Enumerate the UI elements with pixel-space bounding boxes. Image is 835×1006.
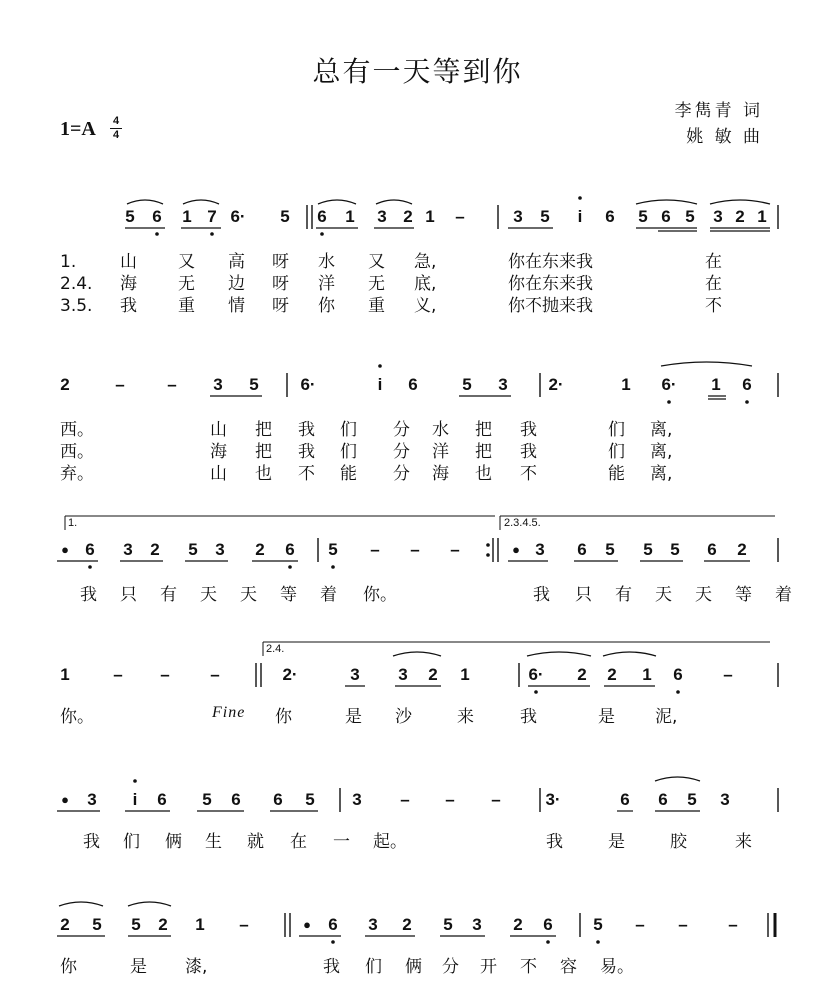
lyric: 着 [320,585,337,605]
note: – [455,207,465,226]
note: – [450,540,460,559]
lyric: 俩 [165,832,182,852]
lyric: 义, [414,296,437,316]
note: – [370,540,380,559]
octave-dot [676,690,680,694]
note: ● [61,542,69,557]
time-signature-bottom: 4 [112,129,120,141]
lyric: 一 [333,832,350,852]
note: 6· [528,665,544,684]
lyric: 们 [608,442,625,462]
lyric: 你 [60,957,77,977]
octave-dot [578,196,582,200]
note: 1 [345,207,355,226]
note: 5 [643,540,653,559]
lyric: 离, [650,442,673,462]
lyric: 是 [130,957,147,977]
note: 5 [605,540,615,559]
lyric: 在 [705,274,722,294]
slur [59,902,103,906]
lyric: 洋 [432,442,449,462]
note: – [635,915,645,934]
note: 3 [513,207,523,226]
note: 3 [215,540,225,559]
lyric: 是 [345,707,362,727]
lyric: 你。 [60,707,94,727]
note: 5 [305,790,315,809]
lyric: 把 [255,442,272,462]
note: 2 [158,915,168,934]
lyric: 沙 [395,707,412,727]
note: 5 [249,375,259,394]
note: 5 [687,790,697,809]
lyric: 你 [275,707,292,727]
lyric: 着 [775,585,792,605]
note: – [410,540,420,559]
note: 2 [403,207,413,226]
note: 1 [182,207,192,226]
octave-dot [378,364,382,368]
lyric: 泥, [655,707,678,727]
lyric: 不 [520,464,537,484]
lyric: 在 [705,252,722,272]
note: – [728,915,738,934]
lyric: 天 [655,585,672,605]
key-signature: 1=A [60,118,96,140]
lyric: 我 [520,442,537,462]
lyric: 呀 [272,274,289,294]
octave-dot [667,400,671,404]
lyric: 你。 [363,585,397,605]
lyric: 就 [247,832,264,852]
note: 6· [661,375,677,394]
lyric: 山 [120,252,137,272]
lyric: 海 [120,274,137,294]
lyric: 们 [608,420,625,440]
lyric: 天 [240,585,257,605]
lyric: 离, [650,420,673,440]
lyric: 们 [340,442,357,462]
lyric: 又 [368,252,385,272]
octave-dot [210,232,214,236]
note: 5 [638,207,648,226]
lyric: 分 [442,957,459,977]
lyric: 不 [298,464,315,484]
lyric: 容 [560,957,577,977]
lyric: 天 [200,585,217,605]
note: – [167,375,177,394]
lyric: 海 [432,464,449,484]
lyric: 我 [546,832,563,852]
note: 6 [605,207,615,226]
lyric: 你在东来我 [508,274,593,294]
note: 5 [462,375,472,394]
volta-label: 2.4. [266,643,285,655]
slur [527,652,591,656]
lyric: 有 [160,585,177,605]
note: 6· [300,375,316,394]
lyric: 我 [298,420,315,440]
note: 3 [350,665,360,684]
octave-dot [331,940,335,944]
lyric: 俩 [405,957,422,977]
note: – [113,665,123,684]
note: 1 [621,375,631,394]
lyric: 能 [340,464,357,484]
note: 6 [661,207,671,226]
lyric: 是 [608,832,625,852]
song-title: 总有一天等到你 [312,55,523,88]
note: 5 [202,790,212,809]
note: 2 [255,540,265,559]
note: – [160,665,170,684]
note: i [132,790,138,809]
note: 3 [398,665,408,684]
note: 3 [213,375,223,394]
note: 2 [428,665,438,684]
note: 2 [60,915,70,934]
lyric: 漆, [185,957,208,977]
note: 1 [757,207,767,226]
composer-credit: 姚 敏 曲 [686,127,763,147]
lyric: 又 [178,252,195,272]
lyric: 山 [210,420,227,440]
octave-dot [320,232,324,236]
lyric: 等 [735,585,752,605]
note: 2· [548,375,564,394]
note: 5 [443,915,453,934]
lyric: 我 [520,707,537,727]
octave-dot [331,565,335,569]
lyric: 有 [615,585,632,605]
octave-dot [88,565,92,569]
note: 5 [125,207,135,226]
octave-dot [534,690,538,694]
octave-dot [155,232,159,236]
lyric: 我 [120,296,137,316]
slur [183,200,219,204]
lyric: 西。 [60,442,94,462]
lyric: 2.4. [60,274,93,294]
lyric: 你在东来我 [508,252,593,272]
volta-label: 2.3.4.5. [504,517,541,529]
note: 6 [408,375,418,394]
lyric: 们 [365,957,382,977]
lyric: 只 [120,585,137,605]
note: ● [512,542,520,557]
note: 2 [735,207,745,226]
slur [393,652,441,656]
note: – [491,790,501,809]
note: 3 [87,790,97,809]
note: 5 [670,540,680,559]
slur [710,200,770,204]
note: 3 [352,790,362,809]
lyric: 我 [323,957,340,977]
lyric: 我 [80,585,97,605]
note: – [445,790,455,809]
time-signature-top: 4 [112,115,120,127]
octave-dot [486,543,490,547]
note: – [239,915,249,934]
lyric: 不 [520,957,537,977]
lyric: 是 [598,707,615,727]
note: 6 [273,790,283,809]
lyric: 也 [255,464,272,484]
note: 1 [642,665,652,684]
slur [603,652,656,656]
lyric: 我 [520,420,537,440]
note: 6 [577,540,587,559]
lyric: 重 [178,296,195,316]
slur [127,200,163,204]
note: 2 [60,375,70,394]
note: – [400,790,410,809]
lyric: 呀 [272,252,289,272]
note: 5 [92,915,102,934]
lyric: 把 [255,420,272,440]
lyric: 洋 [318,274,335,294]
lyric: 分 [393,420,410,440]
note: 6 [543,915,553,934]
lyric: 水 [318,252,335,272]
lyric: 来 [735,832,752,852]
note: 6 [328,915,338,934]
note: – [210,665,220,684]
octave-dot [546,940,550,944]
lyric: 呀 [272,296,289,316]
note: 5 [540,207,550,226]
note: 5 [188,540,198,559]
lyric: 3.5. [60,296,93,316]
note: 3 [535,540,545,559]
note: 2 [513,915,523,934]
lyric: 你不抛来我 [508,296,593,316]
lyric: 只 [575,585,592,605]
lyric: 也 [475,464,492,484]
lyric: 把 [475,442,492,462]
note: 6 [673,665,683,684]
octave-dot [596,940,600,944]
note: 5 [280,207,290,226]
fine-marker: Fine [212,704,246,721]
note: – [723,665,733,684]
lyric: 我 [298,442,315,462]
octave-dot [288,565,292,569]
note: 1 [195,915,205,934]
lyric: 情 [228,296,245,316]
lyric: 天 [695,585,712,605]
slur [655,777,700,781]
lyric: 不 [705,296,722,316]
lyric: 胶 [670,832,687,852]
lyric: 我 [533,585,550,605]
lyric: 把 [475,420,492,440]
octave-dot [745,400,749,404]
note: i [377,375,383,394]
lyric: 们 [123,832,140,852]
note: 6 [707,540,717,559]
lyric: 分 [393,442,410,462]
note: 6 [231,790,241,809]
note: 6 [317,207,327,226]
volta-label: 1. [68,517,78,529]
note: 3 [472,915,482,934]
slur [636,200,697,204]
note: i [577,207,583,226]
slur [376,200,412,204]
lyric: 们 [340,420,357,440]
lyric: 无 [178,274,195,294]
note: 6· [230,207,246,226]
note: 3 [377,207,387,226]
note: – [678,915,688,934]
note: 3 [720,790,730,809]
lyric: 我 [83,832,100,852]
note: 1 [425,207,435,226]
note: 3 [123,540,133,559]
lyric: 急, [414,252,437,272]
slur [318,200,356,204]
lyricist-credit: 李雋青 词 [674,101,763,121]
note: 3 [498,375,508,394]
lyric: 开 [480,957,497,977]
note: 6 [742,375,752,394]
note: 2· [282,665,298,684]
lyric: 1. [60,252,77,272]
note: 3 [713,207,723,226]
slur [661,362,752,366]
lyric: 在 [290,832,307,852]
lyric: 起。 [373,832,407,852]
note: 1 [460,665,470,684]
slur [128,902,171,906]
lyric: 重 [368,296,385,316]
lyric: 易。 [600,957,634,977]
lyric: 山 [210,464,227,484]
octave-dot [133,779,137,783]
lyric: 西。 [60,420,94,440]
note: 3· [545,790,561,809]
lyric: 水 [432,420,449,440]
note: ● [303,917,311,932]
lyric: 来 [457,707,474,727]
note: 2 [607,665,617,684]
lyric: 分 [393,464,410,484]
note: 6 [152,207,162,226]
lyric: 海 [210,442,227,462]
lyric: 底, [414,274,437,294]
note: 7 [207,207,217,226]
note: 3 [368,915,378,934]
note: 5 [328,540,338,559]
note: 1 [60,665,70,684]
note: 2 [737,540,747,559]
lyric: 等 [280,585,297,605]
note: ● [61,792,69,807]
note: 1 [711,375,721,394]
note: 6 [85,540,95,559]
note: – [115,375,125,394]
lyric: 高 [228,252,245,272]
note: 2 [150,540,160,559]
note: 5 [685,207,695,226]
note: 5 [131,915,141,934]
lyric: 边 [228,274,245,294]
note: 6 [658,790,668,809]
lyric: 无 [368,274,385,294]
lyric: 你 [318,296,335,316]
note: 6 [285,540,295,559]
lyric: 弃。 [60,464,94,484]
octave-dot [486,553,490,557]
note: 6 [620,790,630,809]
lyric: 能 [608,464,625,484]
note: 2 [577,665,587,684]
note: 5 [593,915,603,934]
note: 6 [157,790,167,809]
note: 2 [402,915,412,934]
lyric: 离, [650,464,673,484]
lyric: 生 [205,832,222,852]
